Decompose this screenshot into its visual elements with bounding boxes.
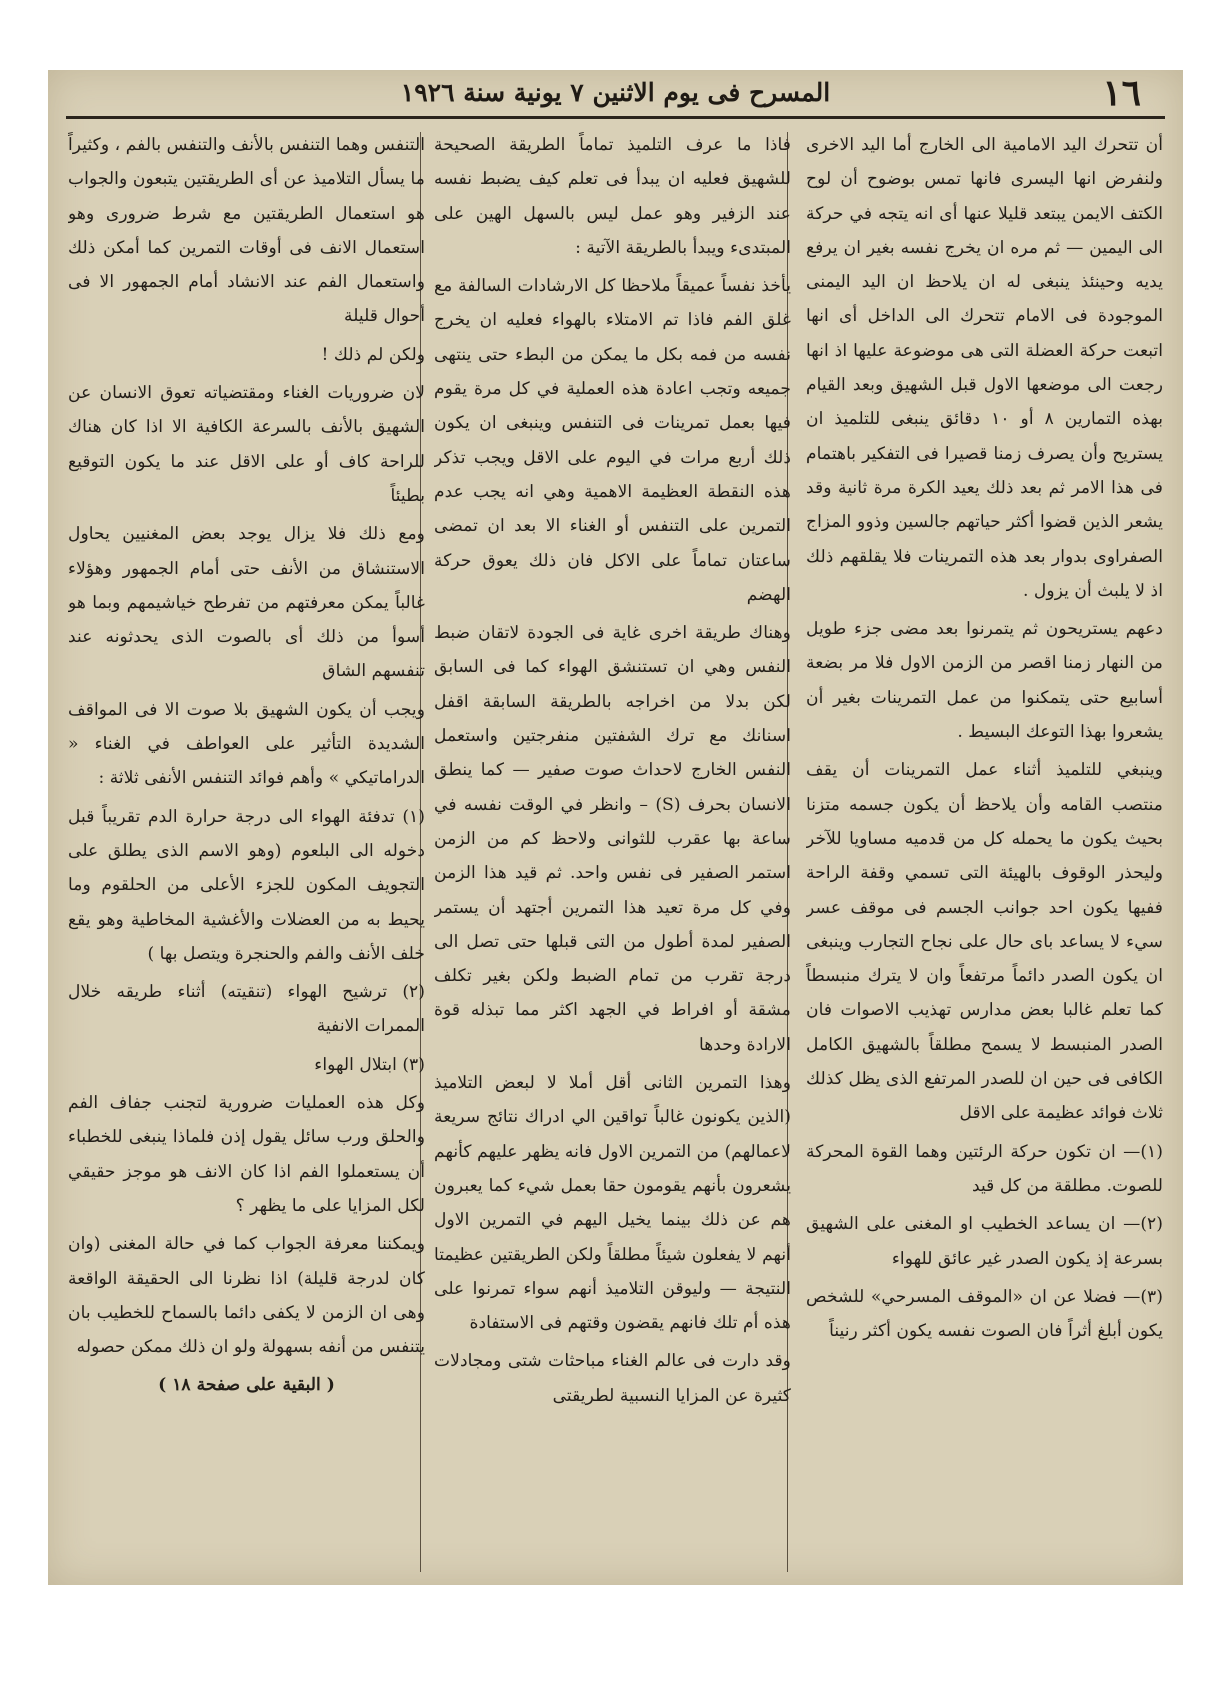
paragraph: وينبغي للتلميذ أثناء عمل التمرينات أن يقف منتصب القامه وأن يلاحظ أن يكون جسمه متزنا بحيث يكون ما يحمله كل من قدميه مساويا للآخر وليحذر الوقوف بالهيئة التى تسمي وقفة الراحة ففيها يكون احد جوانب الجسم فى موقف عسر سيء لا يساعد باى حال على نجاح التجارب وينبغى ان يكون الصدر دائماً مرتفعاً وان لا يترك منبسطاً كما تعلم غالبا بعض مدارس تهذيب الاصوات فان الصدر المنبسط لا يسمح مطلقاً بالشهيق الكامل الكافى فى حين ان للصدر المرتفع الذى يظل كذلك ثلاث فوائد عظيمة على الاقل xyxy=(806,760,1163,1124)
paragraph: (١)— ان تكون حركة الرئتين وهما القوة المحركة للصوت. مطلقة من كل قيد xyxy=(806,1141,1163,1196)
paragraph: وكل هذه العمليات ضرورية لتجنب جفاف الفم والحلق ورب سائل يقول إذن فلماذا ينبغى للخطباء أن يستعملوا الفم اذا كان الانف هو موجز حقيقي لكل المزايا على ما يظهر ؟ xyxy=(68,1093,425,1216)
newspaper-page xyxy=(48,70,1183,1585)
paragraph: ومع ذلك فلا يزال يوجد بعض المغنيين يحاول الاستنشاق من الأنف حتى أمام الجمهور وهؤلاء غالباً يمكن معرفتهم من تفرطح خياشيمهم وبما هو أسوأ من ذلك أى بالصوت الذى يحدثونه عند تنفسهم الشاق xyxy=(68,524,425,682)
paragraph: (٢) ترشيح الهواء (تنقيته) أثناء طريقه خلال الممرات الانفية xyxy=(68,982,425,1037)
paragraph: يأخذ نفساً عميقاً ملاحظا كل الارشادات السالفة مع غلق الفم فاذا تم الامتلاء بالهواء فعليه ان يخرج نفسه من فمه بكل ما يمكن من البطء حتى ينتهى جميعه وتجب اعادة هذه العملية في كل مرة يقوم فيها بعمل تمرينات فى التنفس وينبغى ان يكون ذلك أربع مرات في اليوم على الاقل ويجب تذكر هذه النقطة العظيمة الاهمية وهي انه يجب عدم التمرين على التنفس أو الغناء الا بعد ان تمضى ساعتان تماماً على الاكل فان ذلك يعوق حركة الهضم xyxy=(434,276,791,605)
running-head-title: المسرح فى يوم الاثنين ٧ يونية سنة ١٩٢٦ xyxy=(400,78,831,107)
paragraph: (٢)— ان يساعد الخطيب او المغنى على الشهيق بسرعة إذ يكون الصدر غير عائق للهواء xyxy=(806,1214,1163,1269)
paragraph: (٣) ابتلال الهواء xyxy=(314,1054,425,1075)
paragraph: ويمكننا معرفة الجواب كما في حالة المغنى (وان كان لدرجة قليلة) اذا نظرنا الى الحقيقة الواقعة وهى ان الزمن لا يكفى دائما بالسماح للخطيب بان يتنفس من أنفه بسهولة ولو ان ذلك ممكن حصوله xyxy=(68,1234,425,1358)
paragraph: ولكن لم ذلك ! xyxy=(321,344,425,365)
header-rule xyxy=(66,116,1165,119)
continued-note: ( البقية على صفحة ١٨ ) xyxy=(158,1375,335,1396)
paragraph: أن تتحرك اليد الامامية الى الخارج أما اليد الاخرى ولنفرض انها اليسرى فانها تمس بوضوح أن لوح الكتف الايمن يبتعد قليلا عنها أى انه يتجه في حركة الى اليمين — ثم مره ان يخرج نفسه بغير ان يرفع يديه وحينئذ ينبغى له ان يلاحظ ان اليد اليمنى الموجودة فى الامام تتحرك الى الداخل أى انها اتبعت حركة العضلة التى هى موضوعة عليها اذ انها رجعت الى موضعها الاول قبل الشهيق وبعد القيام بهذه التمارين ٨ أو ١٠ دقائق ينبغى للتلميذ ان يستريح وأن يصرف زمنا قصيرا فى التفكير باهتمام فى هذا الامر ثم بعد ذلك يعيد الكرة مرة ثانية وقد يشعر الذين قضوا أكثر حياتهم جالسين وذوو المزاج الصفراوى بدوار بعد هذه التمرينات فلا يقلقهم ذلك اذ لا يلبث أن يزول . xyxy=(806,135,1163,601)
page-number: ١٦ xyxy=(1102,72,1141,114)
paragraph: التنفس وهما التنفس بالأنف والتنفس بالفم ، وكثيراً ما يسأل التلاميذ عن أى الطريقتين يتبعون والجواب هو استعمال الطريقتين مع شرط ضرورى وهو استعمال الانف فى أوقات التمرين كما أمكن ذلك واستعمال الفم عند الانشاد أمام الجمهور الا فى أحوال قليلة xyxy=(68,135,425,327)
paragraph: وهناك طريقة اخرى غاية فى الجودة لاتقان ضبط النفس وهي ان تستنشق الهواء كما فى السابق لكن بدلا من اخراجه بالطريقة السابقة اقفل اسنانك مع ترك الشفتين منفرجتين واستعمل النفس الخارج لاحداث صوت صفير — كما ينطق الانسان بحرف (S) – وانظر في الوقت نفسه في ساعة بها عقرب للثوانى ولاحظ كم من الزمن استمر الصفير فى نفس واحد. ثم قيد هذا الزمن وفي كل مرة تعيد هذا التمرين أجتهد أن يستمر الصفير لمدة أطول من التى قبلها حتى تصل الى درجة تقرب من تمام الضبط ولكن بغير تكلف مشقة أو افراط في الجهد اكثر مما تبذله قوة الارادة وحدها xyxy=(434,623,791,1055)
paragraph: لان ضروريات الغناء ومقتضياته تعوق الانسان عن الشهيق بالأنف بالسرعة الكافية الا اذا كان هناك للراحة كاف أو على الاقل عند ما يكون التوقيع بطيئاً xyxy=(68,383,425,506)
column-right xyxy=(806,128,1163,1578)
paragraph: ويجب أن يكون الشهيق بلا صوت الا فى المواقف الشديدة التأثير على العواطف في الغناء « الدراماتيكي » وأهم فوائد التنفس الأنفى ثلاثة : xyxy=(68,699,425,789)
column-left xyxy=(68,128,425,1578)
paragraph: (١) تدفئة الهواء الى درجة حرارة الدم تقريباً قبل دخوله الى البلعوم (وهو الاسم الذى يطلق على التجويف المكون للجزء الأعلى من الحلقوم وما يحيط به من العضلات والأغشية المخاطية وهو يقع خلف الأنف والفم والحنجرة ويتصل بها ) xyxy=(68,806,425,964)
paragraph: وقد دارت فى عالم الغناء مباحثات شتى ومجادلات كثيرة عن المزايا النسبية لطريقتى xyxy=(434,1351,791,1406)
article-columns xyxy=(48,128,1183,1585)
masthead xyxy=(48,70,1183,118)
paragraph: فاذا ما عرف التلميذ تماماً الطريقة الصحيحة للشهيق فعليه ان يبدأ فى تعلم كيف يضبط نفسه عند الزفير وهو عمل ليس بالسهل الهين على المبتدىء ويبدأ بالطريقة الآتية : xyxy=(434,135,791,258)
column-middle xyxy=(434,128,791,1578)
paragraph: (٣)— فضلا عن ان «الموقف المسرحي» للشخص يكون أبلغ أثراً فان الصوت نفسه يكون أكثر رنيناً xyxy=(806,1286,1163,1342)
paragraph: وهذا التمرين الثانى أقل أملا لا لبعض التلاميذ (الذين يكونون غالباً تواقين الي ادراك نتائج سريعة لاعمالهم) من التمرين الاول فانه يظهر عليهم كأنهم يشعرون بأنهم يقومون حقا بعمل شيء كما يعبرون هم عن ذلك بينما يخيل اليهم في التمرين الاول أنهم لا يفعلون شيئاً مطلقاً ولكن الطريقتين عظيمتا النتيجة — وليوقن التلاميذ أنهم سواء تمرنوا على هذه أم تلك فانهم يقضون وقتهم فى الاستفادة xyxy=(434,1073,791,1334)
paragraph: دعهم يستريحون ثم يتمرنوا بعد مضى جزء طويل من النهار زمنا اقصر من الزمن الاول فلا مر بضعة أسابيع حتى يتمكنوا من عمل التمرينات بغير أن يشعروا بهذا التوعك البسيط . xyxy=(806,619,1163,743)
